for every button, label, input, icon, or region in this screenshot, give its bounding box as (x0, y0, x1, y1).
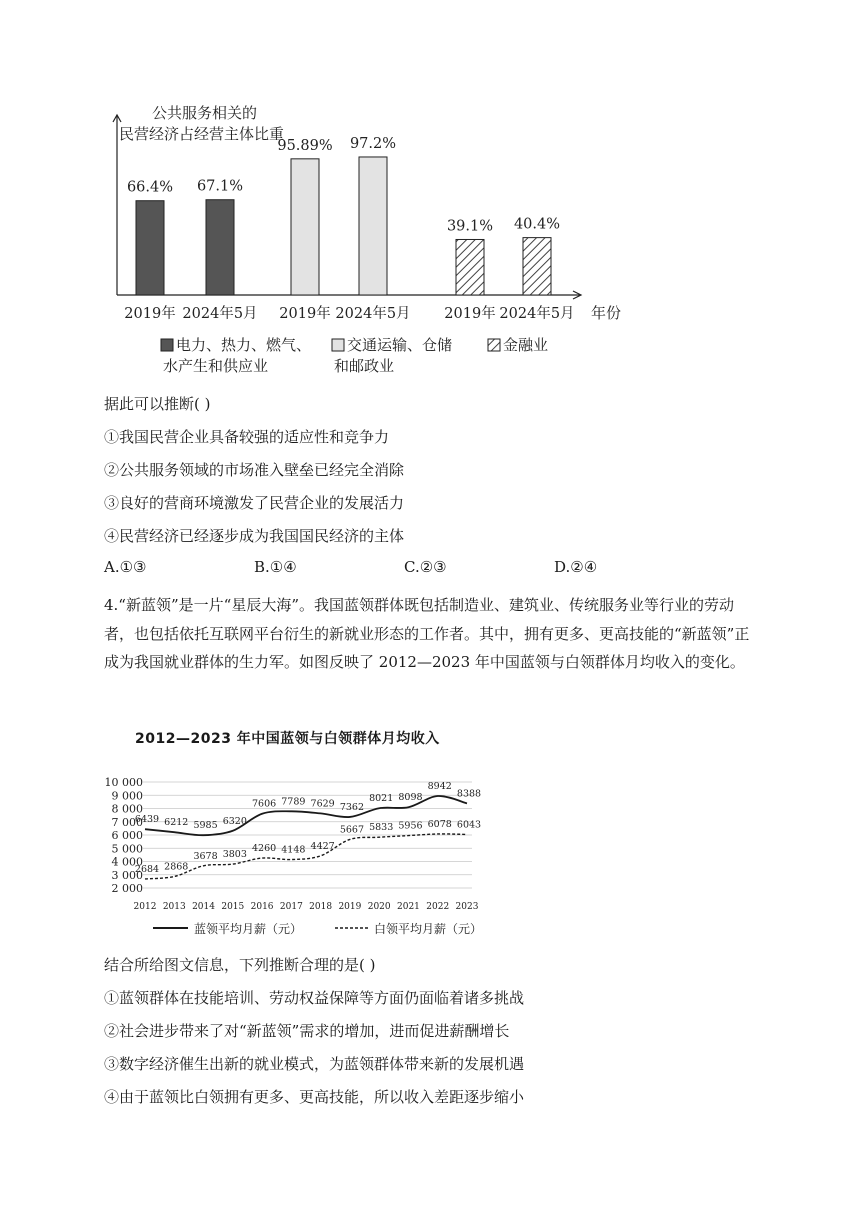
x-tick-label: 2022 (426, 902, 450, 912)
white-collar-data-label: 5667 (339, 824, 365, 836)
x-tick-label: 2019 (338, 902, 362, 912)
q4-item-1: ①蓝领群体在技能培训、劳动权益保障等方面仍面临着诸多挑战 (104, 989, 525, 1007)
y-tick-label: 3 000 (111, 868, 143, 882)
y-tick-label: 10 000 (104, 776, 143, 789)
white-collar-data-label: 4427 (310, 840, 335, 852)
x-tick-label: 2021 (397, 902, 420, 912)
bar (206, 200, 234, 295)
q4-passage: 4.“新蓝领”是一片“星辰大海”。我国蓝领群体既包括制造业、建筑业、传统服务业等行业的劳动者，也包括依托互联网平台衍生的新就业形态的工作者。其中，拥有更多、更高技能的“新蓝领”正成为我国就业群体的生力军。如图反映了 2012—2023 年中国蓝领与白领群体月均收入的变化。 (104, 596, 750, 671)
y-tick-label: 7 000 (111, 815, 143, 829)
q4-stem: 结合所给图文信息，下列推断合理的是( ) (104, 956, 376, 974)
x-tick-label: 2019年 (124, 306, 176, 322)
x-tick-label: 2019年 (444, 306, 496, 322)
y-tick-label: 2 000 (111, 882, 143, 895)
q3-options (104, 558, 754, 580)
x-axis-label: 年份 (591, 304, 622, 322)
y-tick-label: 4 000 (111, 855, 143, 869)
bar-value-label: 66.4% (126, 179, 174, 196)
x-tick-label: 2019年 (279, 306, 331, 322)
line-chart-income (104, 765, 510, 945)
blue-collar-data-label: 6212 (164, 817, 189, 829)
bar-value-label: 67.1% (196, 178, 244, 195)
q3-option-a[interactable]: A.①③ (104, 558, 147, 576)
q4-item-4: ④由于蓝领比白领拥有更多、更高技能，所以收入差距逐步缩小 (104, 1088, 525, 1106)
legend-label: 金融业 (503, 336, 549, 354)
y-tick-label: 5 000 (111, 842, 143, 856)
x-tick-label: 2017 (279, 902, 303, 912)
q3-item-1: ①我国民营企业具备较强的适应性和竞争力 (104, 428, 390, 446)
q4-item-3: ③数字经济催生出新的就业模式，为蓝领群体带来新的发展机遇 (104, 1055, 525, 1073)
white-collar-data-label: 5833 (369, 822, 394, 834)
x-tick-label: 2024年5月 (499, 306, 575, 322)
blue-collar-data-label: 7789 (281, 796, 306, 808)
legend-label: 和邮政业 (334, 357, 395, 375)
y-tick-label: 6 000 (111, 829, 143, 842)
blue-collar-data-label: 8942 (427, 781, 452, 793)
blue-collar-data-label: 5985 (193, 820, 218, 832)
blue-collar-data-label: 6439 (134, 814, 160, 826)
line-chart-title: 2012—2023 年中国蓝领与白领群体月均收入 (135, 731, 440, 747)
x-tick-label: 2015 (221, 902, 245, 912)
q4-item-2: ②社会进步带来了对“新蓝领”需求的增加，进而促进薪酬增长 (104, 1022, 510, 1040)
x-tick-label: 2012 (133, 902, 157, 912)
q3-stem: 据此可以推断( ) (104, 395, 211, 413)
bar-chart-private-economy-share (105, 100, 625, 385)
bar (291, 159, 319, 295)
x-tick-label: 2016 (250, 902, 274, 912)
blue-collar-data-label: 6320 (222, 815, 247, 827)
q3-item-2: ②公共服务领域的市场准入壁垒已经完全消除 (104, 461, 405, 479)
bar-value-label: 97.2% (349, 135, 397, 152)
legend-label: 白领平均月薪（元） (374, 922, 483, 936)
bar (456, 239, 484, 295)
y-axis-label: 公共服务相关的 (152, 104, 258, 122)
bar (523, 238, 551, 295)
y-axis-label: 民营经济占经营主体比重 (119, 125, 285, 143)
x-tick-label: 2024年5月 (335, 306, 411, 322)
blue-collar-data-label: 8388 (456, 788, 482, 800)
q3-item-3: ③良好的营商环境激发了民营企业的发展活力 (104, 494, 405, 512)
x-tick-label: 2020 (367, 902, 391, 912)
legend-swatch (161, 339, 173, 351)
q3-option-c[interactable]: C.②③ (404, 558, 447, 576)
x-tick-label: 2018 (309, 902, 333, 912)
q3-option-b[interactable]: B.①④ (254, 558, 297, 576)
white-collar-data-label: 6043 (456, 819, 482, 831)
white-collar-data-label: 2868 (164, 861, 189, 873)
white-collar-data-label: 6078 (427, 818, 452, 830)
q3-item-4: ④民营经济已经逐步成为我国国民经济的主体 (104, 527, 405, 545)
blue-collar-data-label: 7362 (339, 801, 365, 813)
blue-collar-data-label: 7629 (310, 798, 335, 810)
x-tick-label: 2023 (455, 902, 479, 912)
bar-value-label: 40.4% (513, 216, 561, 233)
blue-collar-data-label: 7606 (251, 798, 277, 810)
legend-swatch (488, 339, 500, 351)
bar (136, 201, 164, 295)
y-tick-label: 8 000 (111, 802, 143, 816)
white-collar-data-label: 2684 (134, 863, 160, 875)
white-collar-data-label: 4148 (281, 844, 306, 856)
white-collar-data-label: 5956 (398, 820, 423, 832)
legend-label: 蓝领平均月薪（元） (194, 922, 303, 936)
legend-label: 水产生和供应业 (163, 357, 269, 375)
q3-option-d[interactable]: D.②④ (554, 558, 598, 576)
x-tick-label: 2013 (162, 902, 186, 912)
legend-swatch (332, 339, 344, 351)
blue-collar-data-label: 8098 (398, 792, 423, 804)
blue-collar-data-label: 8021 (369, 793, 394, 805)
bar-value-label: 39.1% (446, 218, 494, 235)
x-tick-label: 2024年5月 (182, 306, 258, 322)
y-tick-label: 9 000 (111, 789, 143, 803)
bar-value-label: 95.89% (277, 137, 333, 154)
bar (359, 157, 387, 295)
white-collar-data-label: 3678 (193, 850, 218, 862)
legend-label: 交通运输、仓储 (347, 336, 453, 354)
white-collar-data-label: 3803 (222, 849, 247, 861)
legend-label: 电力、热力、燃气、 (176, 336, 312, 354)
x-tick-label: 2014 (192, 902, 215, 912)
white-collar-data-label: 4260 (251, 843, 277, 855)
